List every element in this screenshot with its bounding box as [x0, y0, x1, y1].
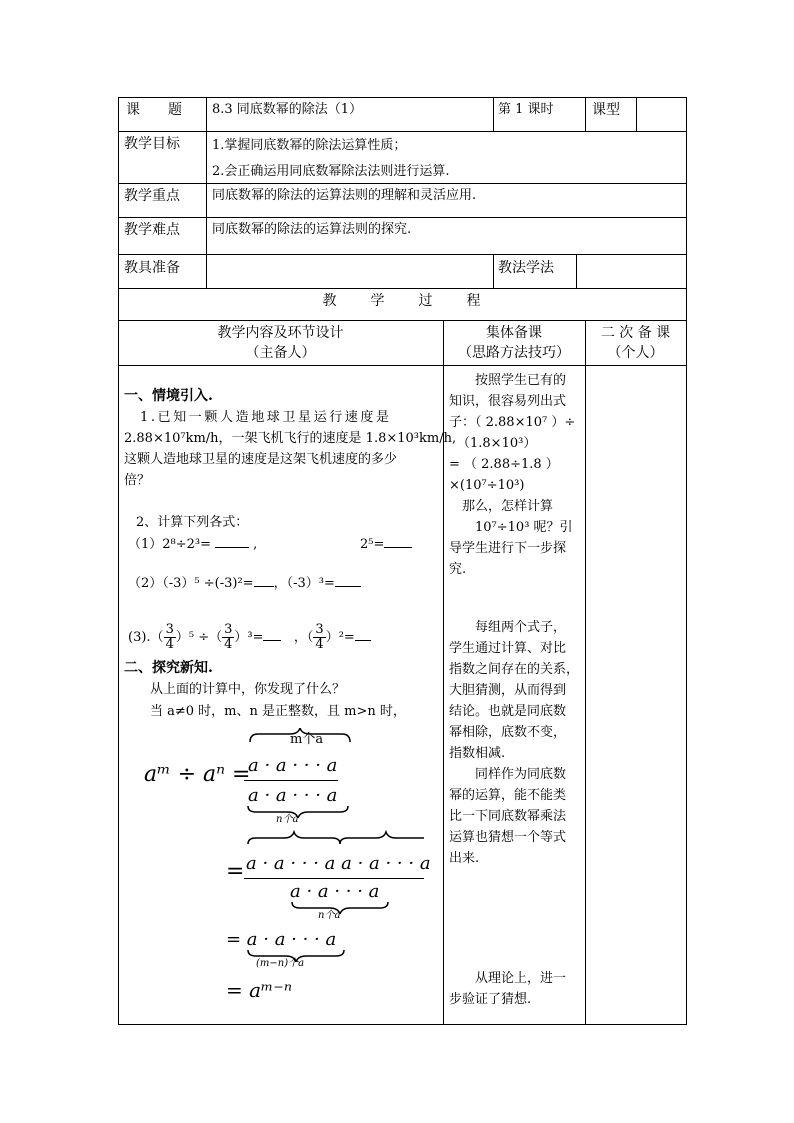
- topic-value: 8.3 同底数幂的除法（1）: [212, 102, 363, 117]
- q1-line4: 倍？: [124, 473, 151, 488]
- process-title: 教 学 过 程: [322, 293, 483, 309]
- note-block-2: 每组两个式子， 学生通过计算、对比 指数之间存在的关系， 大胆猜测，从而得到 结论。也就是同底数 幂相除，底数不变， 指数相减.: [449, 620, 580, 761]
- col1-subtitle: （主备人）: [245, 345, 316, 361]
- q2-1b: 2⁵=: [360, 535, 412, 555]
- q1-line2: 2.88×10⁷km/h，一架飞机飞行的速度是 1.8×10³km/h,: [124, 431, 457, 446]
- topic-label: 课 题: [126, 102, 182, 118]
- col2-title: 集体备课: [486, 325, 542, 341]
- q2-3: (3).（ $\frac{3}{4}$ ）⁵ ÷（ $\frac{3}{4}$ ）³= ，（ $\frac{3}{4}$ ）²=: [128, 618, 371, 658]
- lesson-number: 第 1 课时: [498, 102, 554, 117]
- denom1: a · a · · · a: [248, 785, 338, 806]
- s2-line2: 当 a≠0 时，m、n 是正整数，且 m>n 时，: [150, 704, 406, 719]
- section1-title: 一、情境引入.: [124, 388, 213, 404]
- line4-result: = aᵐ⁻ⁿ: [226, 978, 292, 1002]
- brace-under-2: [288, 900, 398, 914]
- lesson-type-label: 课型: [592, 102, 620, 118]
- q1-line1: 1.已知一颗人造地球卫星运行速度是: [140, 410, 392, 425]
- numer1: a · a · · · a: [248, 755, 338, 776]
- goals-label: 教学目标: [124, 136, 180, 152]
- denom1-count: n个a: [276, 814, 299, 825]
- brace-over-2: [244, 830, 424, 850]
- note-block-4: 从理论上，进一 步验证了猜想.: [449, 971, 567, 1007]
- col2-subtitle: （思路方法技巧）: [458, 345, 570, 361]
- denom2-count: n个a: [318, 910, 341, 921]
- col1-title: 教学内容及环节设计: [217, 325, 344, 341]
- q2-1a: （1）2⁸÷2³= ,: [128, 537, 258, 552]
- tools-label: 教具准备: [124, 260, 180, 276]
- equals-2: =: [226, 859, 245, 884]
- formula-lhs: aᵐ ÷ aⁿ =: [144, 762, 251, 787]
- key-point-label: 教学重点: [124, 188, 180, 204]
- brace-under-1: [244, 804, 354, 818]
- fraction-bar-1: [244, 780, 338, 781]
- line3: = a · a · · · a: [226, 929, 337, 950]
- key-point-value: 同底数幂的除法的运算法则的理解和灵活应用.: [212, 188, 477, 203]
- fraction-bar-2: [244, 878, 424, 879]
- numer1-count: m个a: [290, 732, 324, 747]
- goal-1: 1.掌握同底数幂的除法运算性质；: [212, 138, 407, 153]
- line3-count: (m−n)个a: [256, 958, 305, 969]
- difficulty-value: 同底数幂的除法的运算法则的探究.: [212, 222, 412, 237]
- note-block-3: 同样作为同底数 幂的运算，能不能类 比一下同底数幂乘法 运算也猜想一个等式 出来.: [449, 767, 567, 866]
- col3-subtitle: （个人）: [607, 345, 664, 361]
- difficulty-label: 教学难点: [124, 222, 180, 238]
- col3-title: 二 次 备 课: [600, 325, 671, 341]
- method-label: 教法学法: [498, 260, 554, 276]
- goal-2: 2.会正确运用同底数幂除法法则进行运算.: [212, 164, 450, 179]
- section2-title: 二、探究新知.: [124, 660, 213, 676]
- numer2: a · a · · · a a · a · · · a: [246, 853, 431, 874]
- q1-line3: 这颗人造地球卫星的速度是这架飞机速度的多少: [124, 452, 398, 467]
- note-block-1: 按照学生已有的 知识，很容易列出式 子：（ 2.88×10⁷ ）÷ （1.8×10³） = （ 2.88÷1.8 ） ×(10⁷÷10³) 那么，怎样计算 10⁷÷10³ 呢？引 导学生进行下一步探 究.: [449, 373, 576, 577]
- q2-2: （2）（-3）⁵ ÷(-3)²= ，（-3）³=: [128, 574, 361, 594]
- denom2: a · a · · · a: [290, 881, 380, 902]
- q2-title: 2、计算下列各式：: [136, 515, 249, 530]
- s2-line1: 从上面的计算中，你发现了什么？: [150, 682, 346, 697]
